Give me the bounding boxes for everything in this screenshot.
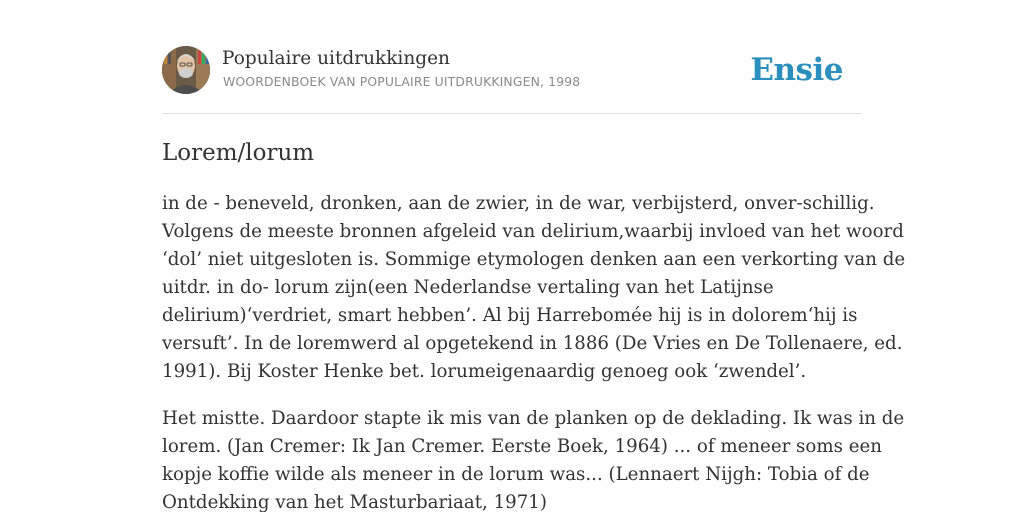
- paragraph-line: Het mistte. Daardoor stapte ik mis van de planken op de deklading. Ik was in de: [162, 408, 905, 429]
- paragraph-line: uitdr. in do- lorum zijn(een Nederlandse vertaling van het Latijnse: [162, 277, 774, 298]
- header-divider: [162, 113, 862, 114]
- paragraph-line: versuft’. In de loremwerd al opgetekend in 1886 (De Vries en De Tollenaere, ed.: [162, 333, 903, 354]
- source-subtitle: WOORDENBOEK VAN POPULAIRE UITDRUKKINGEN, 1998: [223, 74, 581, 89]
- source-header: [162, 46, 862, 96]
- paragraph-line: Volgens de meeste bronnen afgeleid van delirium,waarbij invloed van het woord: [162, 221, 904, 242]
- paragraph-line: ‘dol’ niet uitgesloten is. Sommige etymologen denken aan een verkorting van de: [162, 249, 906, 270]
- paragraph-line: Ontdekking van het Masturbariaat, 1971): [162, 492, 547, 512]
- paragraph-line: kopje koffie wilde als meneer in de lorum was... (Lennaert Nijgh: Tobia of de: [162, 464, 870, 485]
- author-avatar[interactable]: [162, 46, 210, 94]
- entry-paragraph-2: [162, 405, 905, 512]
- ensie-logo[interactable]: Ensie: [750, 52, 843, 88]
- paragraph-line: 1991). Bij Koster Henke bet. lorumeigenaardig genoeg ook ‘zwendel’.: [162, 361, 807, 382]
- source-title[interactable]: Populaire uitdrukkingen: [222, 48, 450, 69]
- entry-title: Lorem/lorum: [162, 140, 315, 166]
- paragraph-line: delirium)‘verdriet, smart hebben’. Al bij Harrebomée hij is in dolorem‘hij is: [162, 305, 858, 326]
- paragraph-line: lorem. (Jan Cremer: Ik Jan Cremer. Eerste Boek, 1964) ... of meneer soms een: [162, 436, 882, 457]
- entry-paragraph-1: [162, 190, 906, 386]
- avatar-portrait-icon: [162, 46, 210, 94]
- paragraph-line: in de - beneveld, dronken, aan de zwier, in de war, verbijsterd, onver-schillig.: [162, 193, 875, 214]
